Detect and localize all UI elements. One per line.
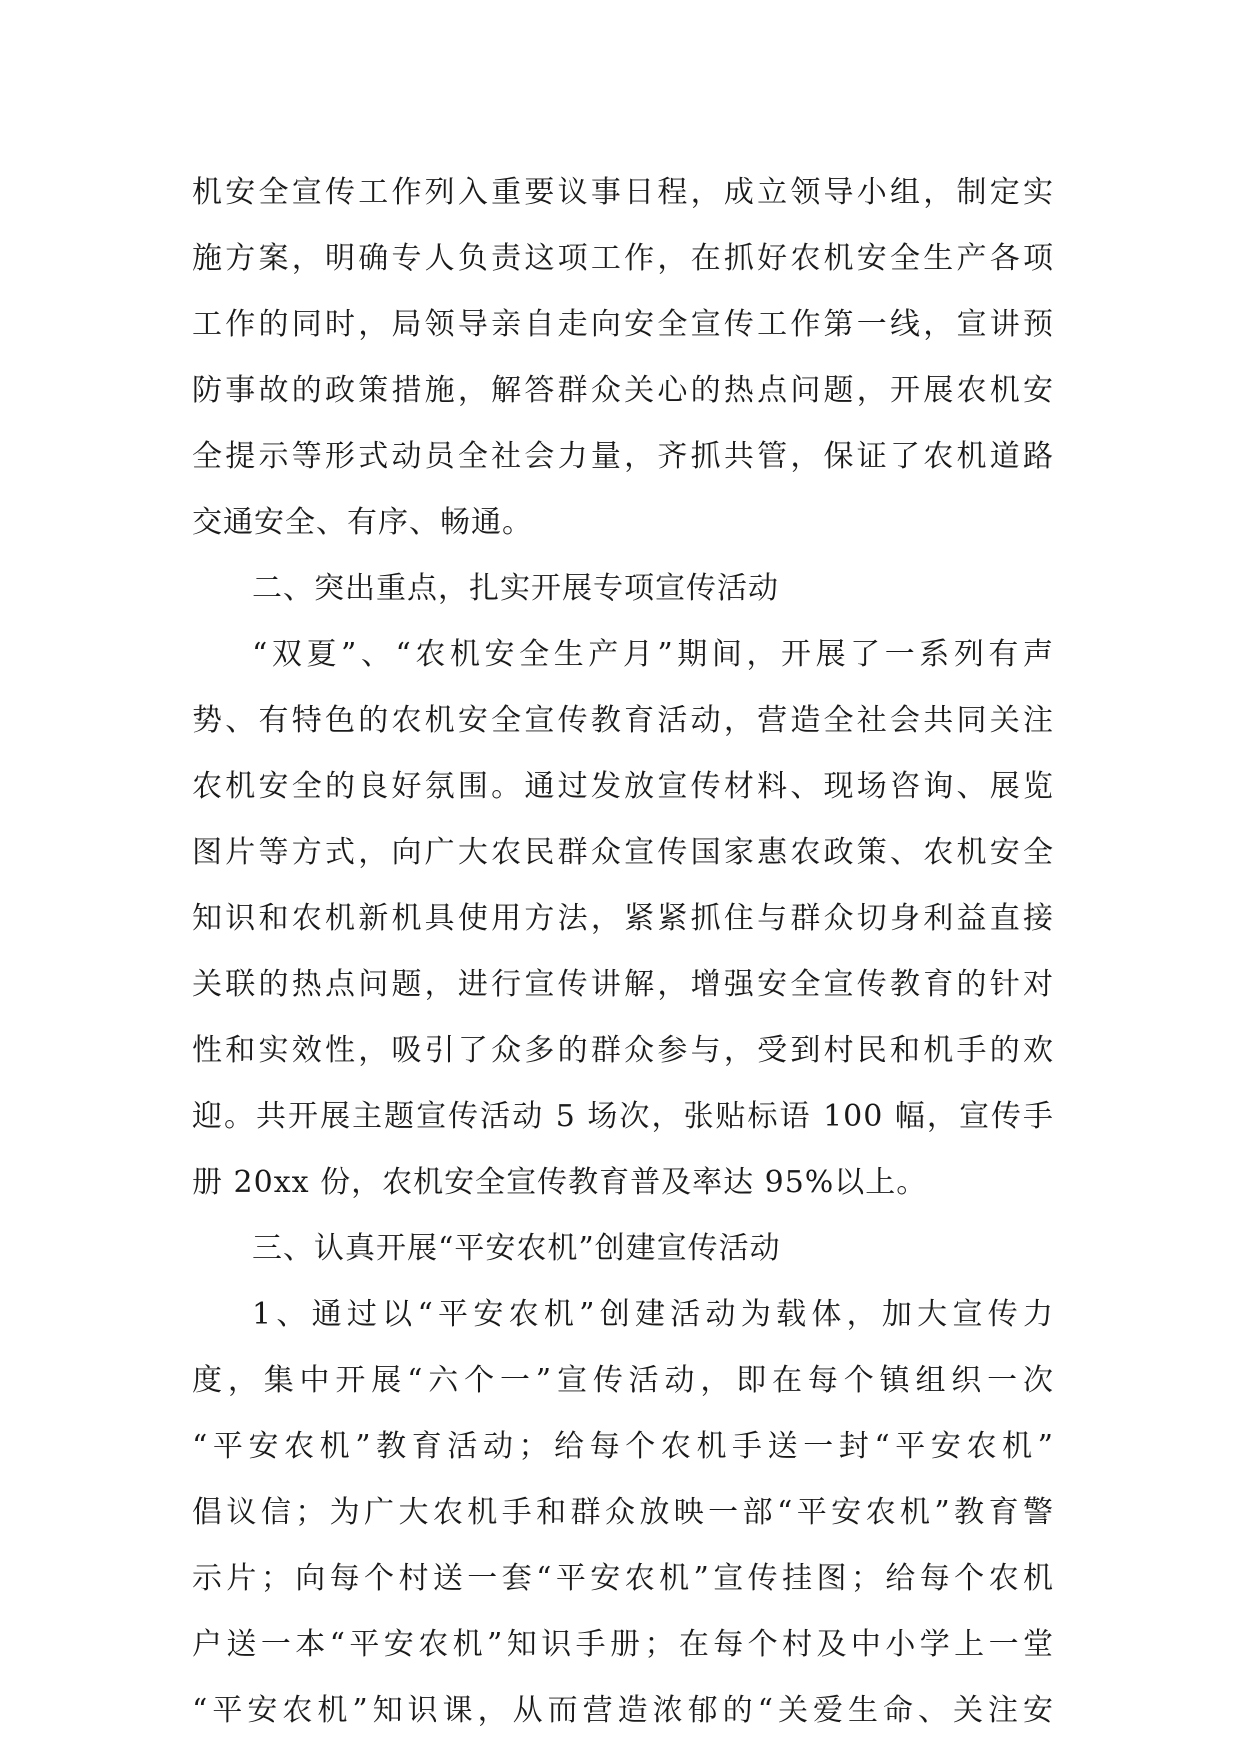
- text-line: 倡议信；为广大农机手和群众放映一部“平安农机”教育警: [192, 1495, 1054, 1530]
- text-line: 示片；向每个村送一套“平安农机”宣传挂图；给每个农机: [192, 1561, 1054, 1596]
- text-line: 户送一本“平安农机”知识手册；在每个村及中小学上一堂: [192, 1627, 1054, 1662]
- text-line: 关联的热点问题，进行宣传讲解，增强安全宣传教育的针对: [192, 967, 1054, 1002]
- text-line: 交通安全、有序、畅通。: [192, 505, 533, 540]
- text-line: 机安全宣传工作列入重要议事日程，成立领导小组，制定实: [192, 175, 1054, 210]
- text-line: 农机安全的良好氛围。通过发放宣传材料、现场咨询、展览: [192, 769, 1054, 804]
- text-line: 三、认真开展“平安农机”创建宣传活动: [252, 1231, 781, 1266]
- text-line: 全提示等形式动员全社会力量，齐抓共管，保证了农机道路: [192, 439, 1054, 474]
- text-line: “双夏”、“农机安全生产月”期间，开展了一系列有声: [252, 637, 1054, 672]
- text-line: 二、突出重点，扎实开展专项宣传活动: [252, 571, 779, 606]
- text-line: 防事故的政策措施，解答群众关心的热点问题，开展农机安: [192, 373, 1054, 408]
- text-line: 1、通过以“平安农机”创建活动为载体，加大宣传力: [252, 1297, 1054, 1332]
- text-line: 度，集中开展“六个一”宣传活动，即在每个镇组织一次: [192, 1363, 1054, 1398]
- text-line: 性和实效性，吸引了众多的群众参与，受到村民和机手的欢: [192, 1033, 1054, 1068]
- text-line: 知识和农机新机具使用方法，紧紧抓住与群众切身利益直接: [192, 901, 1054, 936]
- text-line: 施方案，明确专人负责这项工作，在抓好农机安全生产各项: [192, 241, 1054, 276]
- document-body: [192, 160, 1054, 1744]
- text-line: 工作的同时，局领导亲自走向安全宣传工作第一线，宣讲预: [192, 307, 1054, 342]
- text-line: 图片等方式，向广大农民群众宣传国家惠农政策、农机安全: [192, 835, 1054, 870]
- text-line: 册 20xx 份，农机安全宣传教育普及率达 95%以上。: [192, 1165, 928, 1200]
- text-line: 迎。共开展主题宣传活动 5 场次，张贴标语 100 幅，宣传手: [192, 1099, 1054, 1134]
- text-line: “平安农机”知识课，从而营造浓郁的“关爱生命、关注安: [192, 1693, 1054, 1728]
- text-line: 势、有特色的农机安全宣传教育活动，营造全社会共同关注: [192, 703, 1054, 738]
- text-line: “平安农机”教育活动；给每个农机手送一封“平安农机”: [192, 1429, 1054, 1464]
